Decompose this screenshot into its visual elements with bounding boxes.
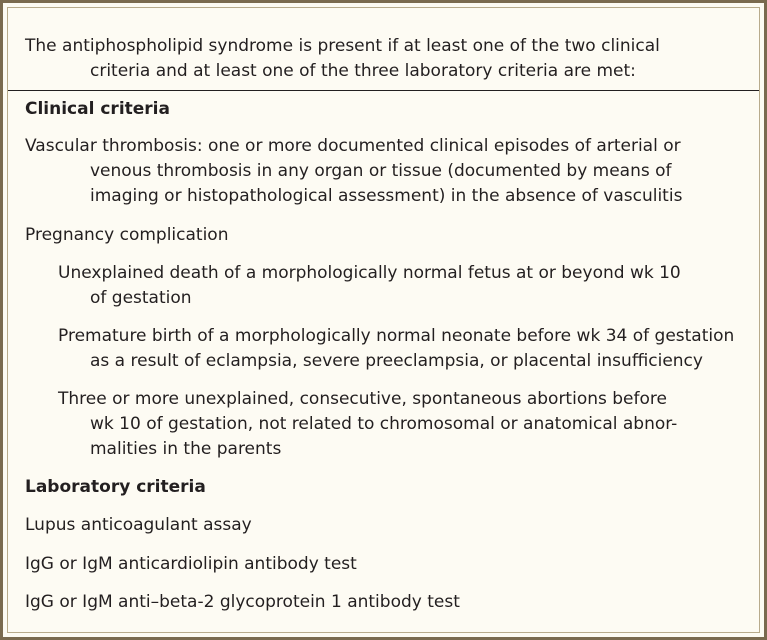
pregnancy-item-2-line-1: Premature birth of a morphologically normal neonate before wk 34 of gestation xyxy=(58,326,735,346)
vascular-line-2: venous thrombosis in any organ or tissue (documented by means of xyxy=(90,161,672,181)
pregnancy-item-3-line-2: wk 10 of gestation, not related to chromosomal or anatomical abnor- xyxy=(90,414,678,434)
pregnancy-item-3-line-3: malities in the parents xyxy=(90,439,282,459)
clinical-criteria-heading: Clinical criteria xyxy=(25,99,170,119)
header-rule xyxy=(8,90,759,91)
laboratory-item-3: IgG or IgM anti–beta-2 glycoprotein 1 antibody test xyxy=(25,592,460,612)
vascular-line-3: imaging or histopathological assessment) in the absence of vasculitis xyxy=(90,186,683,206)
intro-line-1: The antiphospholipid syndrome is present if at least one of the two clinical xyxy=(25,36,660,56)
pregnancy-item-2-line-2: as a result of eclampsia, severe preeclampsia, or placental insufficiency xyxy=(90,351,703,371)
pregnancy-complication-heading: Pregnancy complication xyxy=(25,225,229,245)
pregnancy-item-3-line-1: Three or more unexplained, consecutive, spontaneous abortions before xyxy=(58,389,667,409)
intro-line-2: criteria and at least one of the three laboratory criteria are met: xyxy=(90,61,636,81)
laboratory-item-2: IgG or IgM anticardiolipin antibody test xyxy=(25,554,357,574)
laboratory-criteria-heading: Laboratory criteria xyxy=(25,477,206,497)
pregnancy-item-1-line-2: of gestation xyxy=(90,288,192,308)
laboratory-item-1: Lupus anticoagulant assay xyxy=(25,515,252,535)
pregnancy-item-1-line-1: Unexplained death of a morphologically normal fetus at or beyond wk 10 xyxy=(58,263,681,283)
vascular-line-1: Vascular thrombosis: one or more documented clinical episodes of arterial or xyxy=(25,136,681,156)
